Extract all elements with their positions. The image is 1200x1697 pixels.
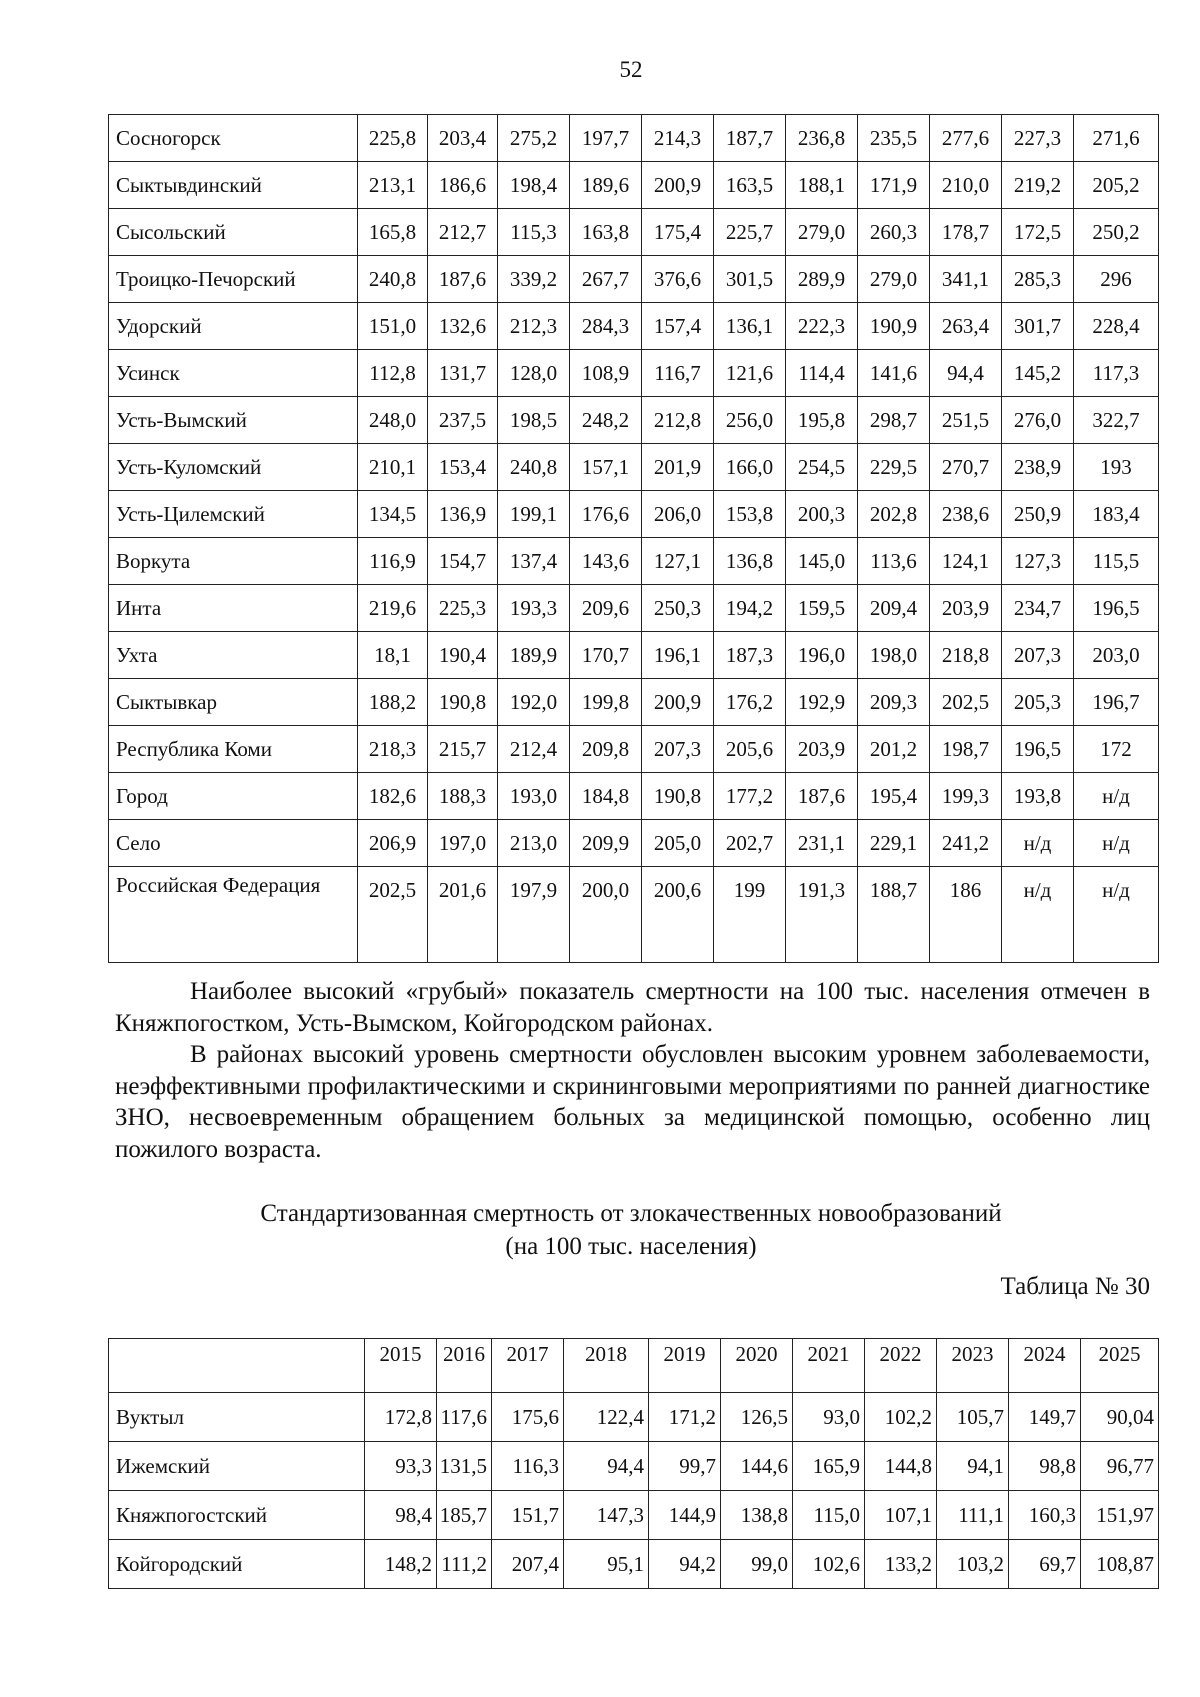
value-cell: 187,3: [714, 632, 786, 679]
value-cell: 144,8: [865, 1442, 937, 1491]
value-cell: 212,7: [428, 209, 498, 256]
value-cell: 144,6: [721, 1442, 793, 1491]
value-cell: 199,3: [930, 773, 1002, 820]
value-cell: 93,3: [365, 1442, 437, 1491]
value-cell: 238,6: [930, 491, 1002, 538]
value-cell: 301,7: [1002, 303, 1074, 350]
value-cell: 176,6: [570, 491, 642, 538]
value-cell: 237,5: [428, 397, 498, 444]
row-name-cell: Ухта: [109, 632, 358, 679]
value-cell: 192,9: [786, 679, 858, 726]
year-header-cell: 2016: [437, 1339, 492, 1393]
value-cell: 196,1: [642, 632, 714, 679]
value-cell: 184,8: [570, 773, 642, 820]
year-header-cell: 2015: [365, 1339, 437, 1393]
value-cell: 93,0: [793, 1393, 865, 1442]
year-header-cell: 2018: [564, 1339, 649, 1393]
value-cell: 197,9: [498, 867, 570, 963]
value-cell: 172,5: [1002, 209, 1074, 256]
value-cell: н/д: [1074, 867, 1159, 963]
row-name-cell: Ижемский: [109, 1442, 365, 1491]
value-cell: 199,1: [498, 491, 570, 538]
value-cell: 260,3: [858, 209, 930, 256]
value-cell: 210,1: [358, 444, 428, 491]
value-cell: 190,8: [428, 679, 498, 726]
value-cell: 171,9: [858, 162, 930, 209]
year-header-cell: 2020: [721, 1339, 793, 1393]
value-cell: 251,5: [930, 397, 1002, 444]
table-row: [109, 538, 1159, 585]
value-cell: 250,9: [1002, 491, 1074, 538]
value-cell: 112,8: [358, 350, 428, 397]
value-cell: 209,3: [858, 679, 930, 726]
row-name-cell: Койгородский: [109, 1540, 365, 1589]
value-cell: н/д: [1074, 820, 1159, 867]
table-row: [109, 726, 1159, 773]
value-cell: 203,9: [786, 726, 858, 773]
value-cell: 189,9: [498, 632, 570, 679]
row-name-cell: Удорский: [109, 303, 358, 350]
value-cell: 192,0: [498, 679, 570, 726]
value-cell: 122,4: [564, 1393, 649, 1442]
row-name-cell: Усть-Куломский: [109, 444, 358, 491]
value-cell: 190,9: [858, 303, 930, 350]
value-cell: 198,0: [858, 632, 930, 679]
value-cell: 198,5: [498, 397, 570, 444]
value-cell: 199: [714, 867, 786, 963]
value-cell: 200,9: [642, 162, 714, 209]
value-cell: 131,5: [437, 1442, 492, 1491]
value-cell: 298,7: [858, 397, 930, 444]
value-cell: 202,7: [714, 820, 786, 867]
value-cell: 200,9: [642, 679, 714, 726]
table-row: [109, 350, 1159, 397]
value-cell: 207,3: [1002, 632, 1074, 679]
value-cell: н/д: [1074, 773, 1159, 820]
value-cell: 212,8: [642, 397, 714, 444]
value-cell: 205,0: [642, 820, 714, 867]
value-cell: 194,2: [714, 585, 786, 632]
value-cell: 225,3: [428, 585, 498, 632]
row-name-cell: Сыктывдинский: [109, 162, 358, 209]
value-cell: 248,2: [570, 397, 642, 444]
value-cell: 193,8: [1002, 773, 1074, 820]
row-name-cell: Усть-Вымский: [109, 397, 358, 444]
value-cell: 205,2: [1074, 162, 1159, 209]
value-cell: 218,3: [358, 726, 428, 773]
value-cell: 128,0: [498, 350, 570, 397]
value-cell: 203,4: [428, 115, 498, 162]
row-name-cell: Воркута: [109, 538, 358, 585]
value-cell: 163,8: [570, 209, 642, 256]
value-cell: 111,1: [937, 1491, 1009, 1540]
value-cell: 183,4: [1074, 491, 1159, 538]
value-cell: 94,4: [564, 1442, 649, 1491]
value-cell: 102,6: [793, 1540, 865, 1589]
value-cell: 196,7: [1074, 679, 1159, 726]
value-cell: 240,8: [358, 256, 428, 303]
value-cell: 151,0: [358, 303, 428, 350]
value-cell: 279,0: [786, 209, 858, 256]
value-cell: 235,5: [858, 115, 930, 162]
value-cell: 94,2: [649, 1540, 721, 1589]
value-cell: 376,6: [642, 256, 714, 303]
value-cell: 279,0: [858, 256, 930, 303]
value-cell: 285,3: [1002, 256, 1074, 303]
value-cell: 222,3: [786, 303, 858, 350]
value-cell: 209,4: [858, 585, 930, 632]
row-name-cell: Сосногорск: [109, 115, 358, 162]
value-cell: 209,6: [570, 585, 642, 632]
value-cell: 284,3: [570, 303, 642, 350]
value-cell: 196,5: [1074, 585, 1159, 632]
table-row: [109, 867, 1159, 963]
value-cell: 172,8: [365, 1393, 437, 1442]
value-cell: 94,1: [937, 1442, 1009, 1491]
value-cell: 99,0: [721, 1540, 793, 1589]
value-cell: 163,5: [714, 162, 786, 209]
value-cell: 275,2: [498, 115, 570, 162]
value-cell: 102,2: [865, 1393, 937, 1442]
value-cell: 138,8: [721, 1491, 793, 1540]
value-cell: 147,3: [564, 1491, 649, 1540]
table-row: [109, 1540, 1159, 1589]
value-cell: 203,9: [930, 585, 1002, 632]
row-name-cell: Усть-Цилемский: [109, 491, 358, 538]
table-row: [109, 1393, 1159, 1442]
value-cell: 115,0: [793, 1491, 865, 1540]
value-cell: 145,2: [1002, 350, 1074, 397]
value-cell: 107,1: [865, 1491, 937, 1540]
year-header-cell: 2024: [1009, 1339, 1081, 1393]
value-cell: 231,1: [786, 820, 858, 867]
table-caption-units: (на 100 тыс. населения): [505, 1233, 757, 1260]
value-cell: 201,6: [428, 867, 498, 963]
value-cell: 190,4: [428, 632, 498, 679]
value-cell: н/д: [1002, 820, 1074, 867]
value-cell: 199,8: [570, 679, 642, 726]
page-number: 52: [619, 57, 643, 82]
value-cell: 127,3: [1002, 538, 1074, 585]
value-cell: 116,3: [492, 1442, 564, 1491]
value-cell: 136,9: [428, 491, 498, 538]
value-cell: 296: [1074, 256, 1159, 303]
value-cell: 203,0: [1074, 632, 1159, 679]
value-cell: 212,4: [498, 726, 570, 773]
table-row: [109, 444, 1159, 491]
value-cell: 205,3: [1002, 679, 1074, 726]
value-cell: 133,2: [865, 1540, 937, 1589]
value-cell: 116,9: [358, 538, 428, 585]
value-cell: 267,7: [570, 256, 642, 303]
value-cell: 132,6: [428, 303, 498, 350]
value-cell: 213,1: [358, 162, 428, 209]
value-cell: 229,1: [858, 820, 930, 867]
value-cell: 289,9: [786, 256, 858, 303]
value-cell: 166,0: [714, 444, 786, 491]
value-cell: 277,6: [930, 115, 1002, 162]
value-cell: 95,1: [564, 1540, 649, 1589]
paragraph-causes: В районах высокий уровень смертности обусловлен высоким уровнем заболеваемости, неэффективными профилактическими и скрининговыми мероприятиями по ранней диагностике ЗНО, несвоевременным обращением больных за медицинской помощью, особенно лиц пожилого возраста.: [115, 1041, 1150, 1163]
value-cell: 263,4: [930, 303, 1002, 350]
value-cell: 241,2: [930, 820, 1002, 867]
value-cell: 196,0: [786, 632, 858, 679]
value-cell: 188,7: [858, 867, 930, 963]
value-cell: 225,7: [714, 209, 786, 256]
value-cell: 229,5: [858, 444, 930, 491]
table-row: [109, 1491, 1159, 1540]
value-cell: 191,3: [786, 867, 858, 963]
value-cell: 178,7: [930, 209, 1002, 256]
value-cell: 228,4: [1074, 303, 1159, 350]
value-cell: 148,2: [365, 1540, 437, 1589]
value-cell: 207,4: [492, 1540, 564, 1589]
row-name-cell: Село: [109, 820, 358, 867]
value-cell: 215,7: [428, 726, 498, 773]
value-cell: 219,2: [1002, 162, 1074, 209]
value-cell: 341,1: [930, 256, 1002, 303]
value-cell: 187,6: [428, 256, 498, 303]
table-row: [109, 397, 1159, 444]
row-name-cell: Город: [109, 773, 358, 820]
value-cell: 154,7: [428, 538, 498, 585]
value-cell: 103,2: [937, 1540, 1009, 1589]
value-cell: 172: [1074, 726, 1159, 773]
value-cell: 207,3: [642, 726, 714, 773]
table-row: [109, 585, 1159, 632]
value-cell: 188,2: [358, 679, 428, 726]
value-cell: 105,7: [937, 1393, 1009, 1442]
value-cell: 276,0: [1002, 397, 1074, 444]
row-name-cell: Княжпогостский: [109, 1491, 365, 1540]
table-row: [109, 303, 1159, 350]
value-cell: 108,9: [570, 350, 642, 397]
value-cell: 219,6: [358, 585, 428, 632]
value-cell: 189,6: [570, 162, 642, 209]
value-cell: 94,4: [930, 350, 1002, 397]
value-cell: 202,8: [858, 491, 930, 538]
table-row: [109, 632, 1159, 679]
table-row: [109, 1442, 1159, 1491]
value-cell: 144,9: [649, 1491, 721, 1540]
value-cell: 111,2: [437, 1540, 492, 1589]
value-cell: 159,5: [786, 585, 858, 632]
row-name-cell: Российская Федерация: [109, 867, 358, 963]
value-cell: 193,0: [498, 773, 570, 820]
year-header-cell: 2025: [1081, 1339, 1159, 1393]
row-name-cell: Троицко-Печорский: [109, 256, 358, 303]
value-cell: 227,3: [1002, 115, 1074, 162]
value-cell: 238,9: [1002, 444, 1074, 491]
value-cell: 149,7: [1009, 1393, 1081, 1442]
table-row: [109, 820, 1159, 867]
value-cell: н/д: [1002, 867, 1074, 963]
value-cell: 200,3: [786, 491, 858, 538]
value-cell: 69,7: [1009, 1540, 1081, 1589]
value-cell: 115,5: [1074, 538, 1159, 585]
value-cell: 197,7: [570, 115, 642, 162]
value-cell: 176,2: [714, 679, 786, 726]
standardized-mortality-table: [108, 1338, 1159, 1589]
year-header-cell: 2022: [865, 1339, 937, 1393]
value-cell: 165,8: [358, 209, 428, 256]
value-cell: 175,6: [492, 1393, 564, 1442]
value-cell: 339,2: [498, 256, 570, 303]
value-cell: 151,97: [1081, 1491, 1159, 1540]
value-cell: 188,1: [786, 162, 858, 209]
value-cell: 108,87: [1081, 1540, 1159, 1589]
value-cell: 187,6: [786, 773, 858, 820]
value-cell: 205,6: [714, 726, 786, 773]
value-cell: 271,6: [1074, 115, 1159, 162]
table-row: [109, 773, 1159, 820]
value-cell: 240,8: [498, 444, 570, 491]
value-cell: 136,8: [714, 538, 786, 585]
value-cell: 121,6: [714, 350, 786, 397]
value-cell: 200,6: [642, 867, 714, 963]
value-cell: 98,8: [1009, 1442, 1081, 1491]
value-cell: 170,7: [570, 632, 642, 679]
value-cell: 213,0: [498, 820, 570, 867]
year-header-cell: 2019: [649, 1339, 721, 1393]
value-cell: 153,8: [714, 491, 786, 538]
value-cell: 198,7: [930, 726, 1002, 773]
value-cell: 209,8: [570, 726, 642, 773]
value-cell: 165,9: [793, 1442, 865, 1491]
value-cell: 256,0: [714, 397, 786, 444]
value-cell: 143,6: [570, 538, 642, 585]
row-name-cell: Инта: [109, 585, 358, 632]
table-number: Таблица № 30: [1000, 1273, 1150, 1300]
value-cell: 200,0: [570, 867, 642, 963]
value-cell: 195,8: [786, 397, 858, 444]
value-cell: 202,5: [930, 679, 1002, 726]
table-caption: Стандартизованная смертность от злокачественных новообразований: [260, 1200, 1002, 1227]
header-empty-cell: [109, 1339, 365, 1393]
value-cell: 206,9: [358, 820, 428, 867]
value-cell: 188,3: [428, 773, 498, 820]
value-cell: 248,0: [358, 397, 428, 444]
value-cell: 190,8: [642, 773, 714, 820]
value-cell: 254,5: [786, 444, 858, 491]
value-cell: 270,7: [930, 444, 1002, 491]
value-cell: 145,0: [786, 538, 858, 585]
value-cell: 171,2: [649, 1393, 721, 1442]
value-cell: 153,4: [428, 444, 498, 491]
year-header-cell: 2023: [937, 1339, 1009, 1393]
value-cell: 136,1: [714, 303, 786, 350]
value-cell: 186,6: [428, 162, 498, 209]
value-cell: 157,1: [570, 444, 642, 491]
value-cell: 209,9: [570, 820, 642, 867]
value-cell: 115,3: [498, 209, 570, 256]
value-cell: 198,4: [498, 162, 570, 209]
value-cell: 236,8: [786, 115, 858, 162]
table-row: [109, 115, 1159, 162]
value-cell: 113,6: [858, 538, 930, 585]
value-cell: 301,5: [714, 256, 786, 303]
value-cell: 193,3: [498, 585, 570, 632]
value-cell: 201,2: [858, 726, 930, 773]
value-cell: 182,6: [358, 773, 428, 820]
table-row: [109, 209, 1159, 256]
value-cell: 187,7: [714, 115, 786, 162]
value-cell: 197,0: [428, 820, 498, 867]
row-name-cell: Усинск: [109, 350, 358, 397]
value-cell: 141,6: [858, 350, 930, 397]
value-cell: 214,3: [642, 115, 714, 162]
value-cell: 175,4: [642, 209, 714, 256]
year-header-cell: 2017: [492, 1339, 564, 1393]
value-cell: 127,1: [642, 538, 714, 585]
value-cell: 196,5: [1002, 726, 1074, 773]
value-cell: 234,7: [1002, 585, 1074, 632]
value-cell: 210,0: [930, 162, 1002, 209]
value-cell: 225,8: [358, 115, 428, 162]
value-cell: 202,5: [358, 867, 428, 963]
value-cell: 186: [930, 867, 1002, 963]
year-header-cell: 2021: [793, 1339, 865, 1393]
paragraph-highest-rate: Наиболее высокий «грубый» показатель смертности на 100 тыс. населения отмечен в Княжпогостком, Усть-Вымском, Койгородском районах.: [115, 978, 1150, 1037]
value-cell: 98,4: [365, 1491, 437, 1540]
table-row: [109, 162, 1159, 209]
value-cell: 131,7: [428, 350, 498, 397]
row-name-cell: Сысольский: [109, 209, 358, 256]
value-cell: 201,9: [642, 444, 714, 491]
value-cell: 206,0: [642, 491, 714, 538]
value-cell: 195,4: [858, 773, 930, 820]
value-cell: 96,77: [1081, 1442, 1159, 1491]
value-cell: 193: [1074, 444, 1159, 491]
value-cell: 90,04: [1081, 1393, 1159, 1442]
value-cell: 117,3: [1074, 350, 1159, 397]
value-cell: 126,5: [721, 1393, 793, 1442]
value-cell: 134,5: [358, 491, 428, 538]
table-row: [109, 679, 1159, 726]
table-row: [109, 491, 1159, 538]
value-cell: 151,7: [492, 1491, 564, 1540]
value-cell: 18,1: [358, 632, 428, 679]
row-name-cell: Республика Коми: [109, 726, 358, 773]
mortality-table-districts: [108, 114, 1159, 963]
value-cell: 116,7: [642, 350, 714, 397]
row-name-cell: Вуктыл: [109, 1393, 365, 1442]
value-cell: 322,7: [1074, 397, 1159, 444]
value-cell: 114,4: [786, 350, 858, 397]
row-name-cell: Сыктывкар: [109, 679, 358, 726]
value-cell: 99,7: [649, 1442, 721, 1491]
value-cell: 157,4: [642, 303, 714, 350]
value-cell: 124,1: [930, 538, 1002, 585]
value-cell: 250,3: [642, 585, 714, 632]
value-cell: 185,7: [437, 1491, 492, 1540]
value-cell: 177,2: [714, 773, 786, 820]
table-row: [109, 256, 1159, 303]
value-cell: 160,3: [1009, 1491, 1081, 1540]
value-cell: 117,6: [437, 1393, 492, 1442]
header-row: [109, 1339, 1159, 1393]
value-cell: 212,3: [498, 303, 570, 350]
value-cell: 250,2: [1074, 209, 1159, 256]
value-cell: 137,4: [498, 538, 570, 585]
value-cell: 218,8: [930, 632, 1002, 679]
